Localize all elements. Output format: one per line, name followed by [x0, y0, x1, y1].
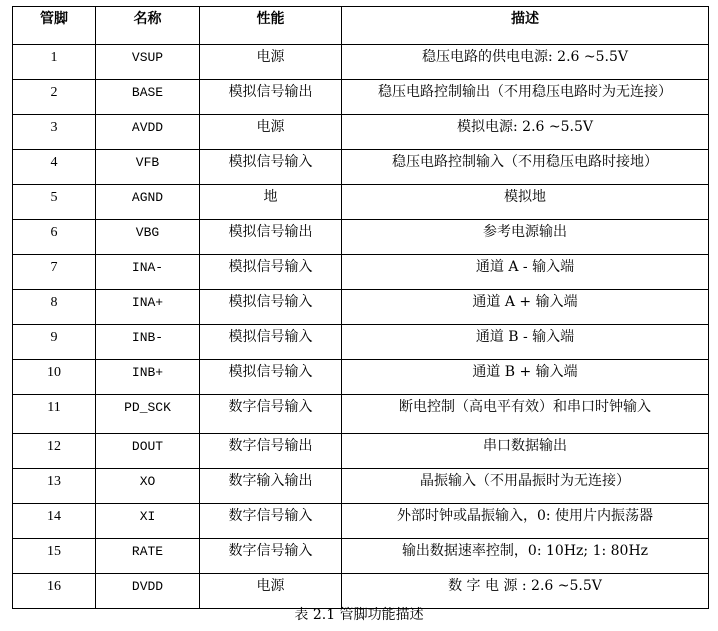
cell-pin: 3	[13, 115, 96, 150]
cell-pin: 5	[13, 185, 96, 220]
cell-pin: 6	[13, 220, 96, 255]
table-row	[13, 325, 709, 360]
cell-function: 模拟信号输入	[200, 150, 342, 185]
cell-pin: 9	[13, 325, 96, 360]
cell-name: INA+	[96, 290, 200, 325]
cell-function: 模拟信号输入	[200, 255, 342, 290]
cell-name: AVDD	[96, 115, 200, 150]
cell-description: 稳压电路控制输入（不用稳压电路时接地）	[342, 150, 709, 185]
cell-name: INB+	[96, 360, 200, 395]
cell-function: 模拟信号输出	[200, 80, 342, 115]
cell-pin: 2	[13, 80, 96, 115]
table-header-row	[13, 7, 709, 45]
cell-description: 稳压电路的供电电源: 2.6 ~5.5V	[342, 45, 709, 80]
table-row	[13, 255, 709, 290]
cell-name: PD_SCK	[96, 395, 200, 434]
cell-function: 模拟信号输入	[200, 290, 342, 325]
cell-pin: 12	[13, 434, 96, 469]
cell-description: 通道 B + 输入端	[342, 360, 709, 395]
cell-pin: 7	[13, 255, 96, 290]
cell-name: INA-	[96, 255, 200, 290]
cell-description: 模拟地	[342, 185, 709, 220]
cell-description: 通道 A + 输入端	[342, 290, 709, 325]
cell-function: 地	[200, 185, 342, 220]
cell-name: RATE	[96, 539, 200, 574]
cell-description: 通道 B - 输入端	[342, 325, 709, 360]
cell-name: VSUP	[96, 45, 200, 80]
cell-pin: 4	[13, 150, 96, 185]
cell-description: 参考电源输出	[342, 220, 709, 255]
table-row	[13, 80, 709, 115]
cell-description: 外部时钟或晶振输入，0: 使用片内振荡器	[342, 504, 709, 539]
cell-function: 数字输入输出	[200, 469, 342, 504]
cell-name: VBG	[96, 220, 200, 255]
table-row	[13, 115, 709, 150]
cell-function: 数字信号输出	[200, 434, 342, 469]
cell-description: 数 字 电 源 : 2.6 ~5.5V	[342, 574, 709, 609]
cell-pin: 10	[13, 360, 96, 395]
cell-name: DVDD	[96, 574, 200, 609]
table-row	[13, 504, 709, 539]
table-row	[13, 539, 709, 574]
cell-name: XI	[96, 504, 200, 539]
cell-function: 电源	[200, 574, 342, 609]
cell-pin: 11	[13, 395, 96, 434]
cell-function: 电源	[200, 115, 342, 150]
table-row	[13, 220, 709, 255]
pin-function-table	[12, 6, 709, 609]
cell-pin: 14	[13, 504, 96, 539]
cell-pin: 13	[13, 469, 96, 504]
table-row	[13, 150, 709, 185]
table-row	[13, 45, 709, 80]
header-function: 性能	[200, 7, 342, 45]
cell-description: 断电控制（高电平有效）和串口时钟输入	[342, 395, 709, 434]
cell-function: 电源	[200, 45, 342, 80]
cell-function: 数字信号输入	[200, 395, 342, 434]
cell-pin: 15	[13, 539, 96, 574]
cell-description: 输出数据速率控制，0: 10Hz; 1: 80Hz	[342, 539, 709, 574]
table-row	[13, 395, 709, 434]
table-row	[13, 185, 709, 220]
cell-name: AGND	[96, 185, 200, 220]
cell-function: 数字信号输入	[200, 539, 342, 574]
cell-function: 模拟信号输出	[200, 220, 342, 255]
header-name: 名称	[96, 7, 200, 45]
table-row	[13, 469, 709, 504]
table-row	[13, 360, 709, 395]
cell-description: 串口数据输出	[342, 434, 709, 469]
header-description: 描述	[342, 7, 709, 45]
cell-name: BASE	[96, 80, 200, 115]
cell-name: XO	[96, 469, 200, 504]
cell-name: VFB	[96, 150, 200, 185]
cell-name: DOUT	[96, 434, 200, 469]
cell-description: 模拟电源: 2.6 ~5.5V	[342, 115, 709, 150]
cell-pin: 16	[13, 574, 96, 609]
table-row	[13, 434, 709, 469]
cell-function: 数字信号输入	[200, 504, 342, 539]
cell-description: 晶振输入（不用晶振时为无连接）	[342, 469, 709, 504]
table-row	[13, 290, 709, 325]
cell-name: INB-	[96, 325, 200, 360]
cell-description: 稳压电路控制输出（不用稳压电路时为无连接）	[342, 80, 709, 115]
cell-function: 模拟信号输入	[200, 325, 342, 360]
table-caption: 表 2.1 管脚功能描述	[294, 607, 424, 623]
header-pin: 管脚	[13, 7, 96, 45]
cell-pin: 1	[13, 45, 96, 80]
cell-function: 模拟信号输入	[200, 360, 342, 395]
cell-pin: 8	[13, 290, 96, 325]
cell-description: 通道 A - 输入端	[342, 255, 709, 290]
